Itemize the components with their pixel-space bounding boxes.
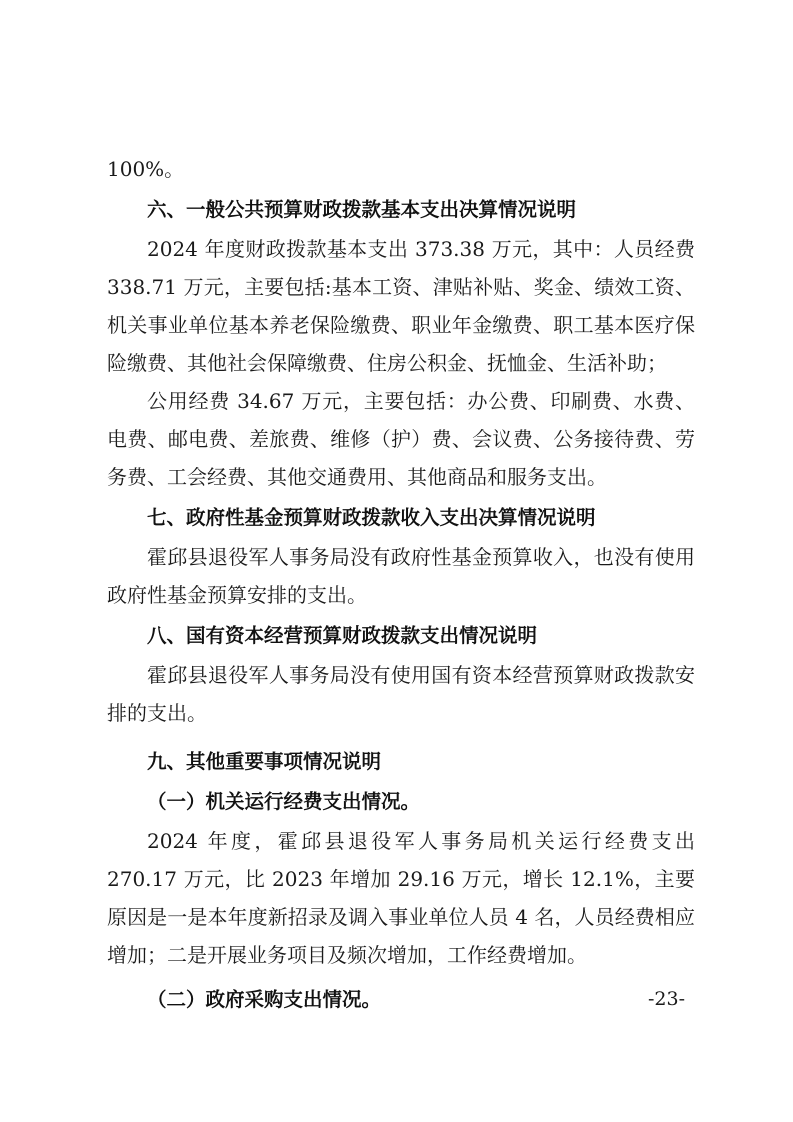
paragraph-state-capital: 霍邱县退役军人事务局没有使用国有资本经营预算财政拨款安排的支出。 [107,663,695,725]
paragraph-public-funds: 公用经费 34.67 万元，主要包括：办公费、印刷费、水费、电费、邮电费、差旅费、维修（护）费、会议费、公务接待费、劳务费、工会经费、其他交通费用、其他商品和服务支出。 [107,389,695,489]
section-heading-8: 八、国有资本经营预算财政拨款支出情况说明 [147,624,538,647]
paragraph-continuation: 100%。 [107,157,185,181]
section-heading-6: 六、一般公共预算财政拨款基本支出决算情况说明 [147,198,577,221]
section-heading-7: 七、政府性基金预算财政拨款收入支出决算情况说明 [147,506,596,529]
page-body [107,150,695,1020]
subsection-heading-2: （二）政府采购支出情况。 [147,988,382,1011]
page-number: -23- [648,988,686,1010]
paragraph-basic-expenditure: 2024 年度财政拨款基本支出 373.38 万元，其中：人员经费 338.71 万元，主要包括:基本工资、津贴补贴、奖金、绩效工资、机关事业单位基本养老保险缴费、职业年金缴费、职工基本医疗保险缴费、其他社会保障缴费、住房公积金、抚恤金、生活补助； [107,237,695,375]
paragraph-operating-expenses: 2024 年度，霍邱县退役军人事务局机关运行经费支出 270.17 万元，比 2023 年增加 29.16 万元，增长 12.1%，主要原因是一是本年度新招录及调入事业单位人员 4 名，人员经费相应增加；二是开展业务项目及频次增加，工作经费增加。 [107,829,695,967]
subsection-heading-1: （一）机关运行经费支出情况。 [147,790,421,813]
paragraph-government-fund: 霍邱县退役军人事务局没有政府性基金预算收入，也没有使用政府性基金预算安排的支出。 [107,545,695,607]
section-heading-9: 九、其他重要事项情况说明 [147,750,382,773]
